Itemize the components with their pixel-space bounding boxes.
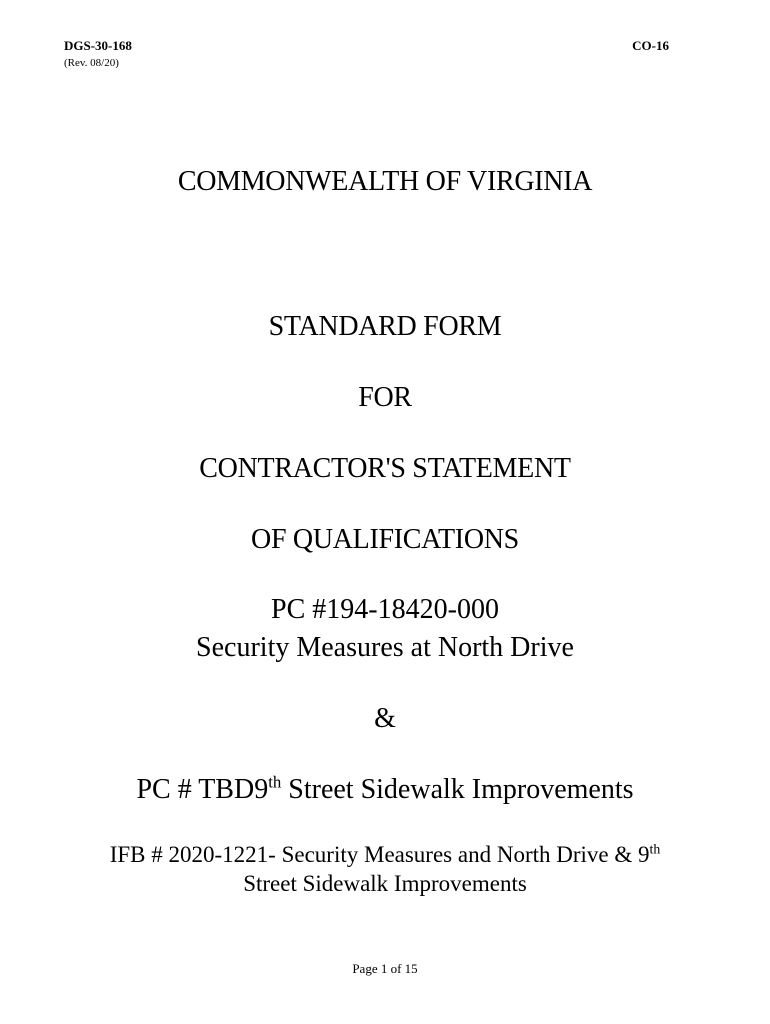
ifb-ordinal: th — [649, 841, 661, 857]
ifb-prefix: IFB # 2020-1221- Security Measures and North Drive & 9 — [109, 842, 650, 867]
ifb-line-2: Street Sidewalk Improvements — [243, 871, 527, 896]
ifb-title — [0, 840, 770, 898]
ifb-line-1 — [0, 840, 770, 869]
form-number: DGS-30-168 — [64, 38, 132, 53]
project-2-ordinal: th — [268, 772, 282, 792]
ampersand: & — [374, 703, 396, 734]
page-number: Page 1 of 15 — [352, 961, 418, 976]
state-heading: COMMONWEALTH OF VIRGINIA — [177, 166, 593, 197]
form-title-line-1: STANDARD FORM — [268, 311, 502, 342]
form-title-line-2: FOR — [358, 382, 412, 413]
project-2-title — [0, 774, 770, 806]
form-title-line-3: CONTRACTOR'S STATEMENT — [199, 453, 571, 484]
form-code: CO-16 — [632, 38, 669, 53]
project-1-number: PC #194-18420-000 — [271, 594, 499, 625]
project-2-prefix: PC # TBD9 — [136, 774, 269, 805]
revision-date: (Rev. 08/20) — [64, 57, 119, 69]
project-1-name: Security Measures at North Drive — [196, 632, 574, 663]
project-2-suffix: Street Sidewalk Improvements — [281, 774, 634, 805]
form-title-line-4: OF QUALIFICATIONS — [251, 524, 519, 555]
